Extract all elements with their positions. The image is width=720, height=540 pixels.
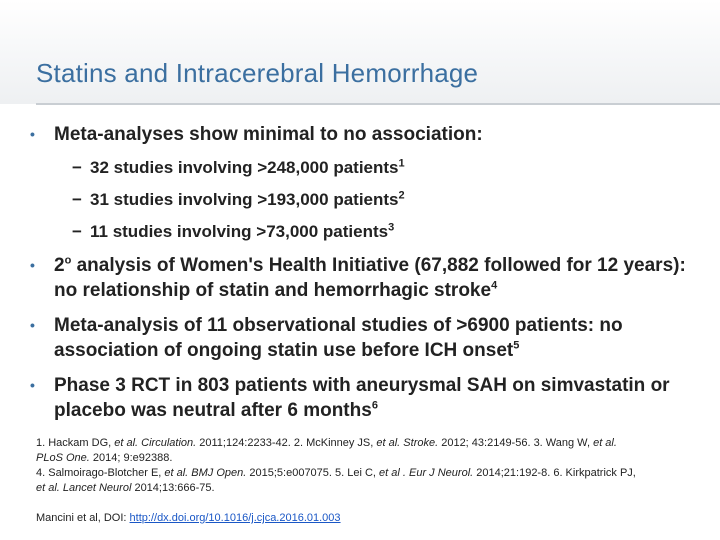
reference-number: 3 — [388, 221, 395, 234]
sub-bullet-marker: − — [72, 222, 82, 241]
sub-bullet-study-2 — [28, 189, 708, 211]
reference-number: 5 — [513, 339, 520, 352]
references — [36, 436, 696, 496]
bullet-marker: • — [30, 317, 35, 333]
sub-bullet-study-1 — [28, 157, 708, 179]
sub-bullet-text: 31 studies involving >193,000 patients — [90, 190, 399, 209]
reference-journal: PLoS One. — [36, 452, 90, 464]
sub-bullet-text: 11 studies involving >73,000 patients — [90, 222, 389, 241]
sub-bullet-study-3 — [28, 221, 708, 243]
reference-journal: et al. BMJ Open. — [164, 467, 247, 479]
bullet-observational — [28, 313, 708, 363]
reference-number: 6 — [371, 399, 378, 412]
reference-journal: et al. Stroke. — [376, 437, 439, 449]
bullet-marker: • — [30, 257, 35, 273]
sub-bullet-marker: − — [72, 158, 82, 177]
bullet-marker: • — [30, 126, 35, 142]
bullet-meta-analyses — [28, 122, 708, 147]
sub-bullet-text: 32 studies involving >248,000 patients — [90, 158, 399, 177]
bullet-text: Meta-analysis of 11 observational studies of >6900 patients: no association of ongoing statin use before ICH onset — [54, 315, 623, 361]
bullet-text: analysis of Women's Health Initiative (67,882 followed for 12 years): no relationship of statin and hemorrhagic stroke — [54, 255, 686, 301]
reference-journal: et al. Lancet Neurol — [36, 482, 132, 494]
doi-link[interactable]: http://dx.doi.org/10.1016/j.cjca.2016.01.003 — [129, 512, 341, 524]
reference-text: 2012; 43:2149-56. 3. Wang W, — [438, 437, 594, 449]
reference-text: 2014;21:192-8. 6. Kirkpatrick PJ, — [473, 467, 636, 479]
reference-text: 2011;124:2233-42. 2. McKinney JS, — [196, 437, 377, 449]
reference-text: 1. Hackam DG, — [36, 437, 115, 449]
source-citation — [36, 512, 341, 524]
slide-title: Statins and Intracerebral Hemorrhage — [36, 58, 479, 88]
bullet-text: Phase 3 RCT in 803 patients with aneurysmal SAH on simvastatin or placebo was neutral after 6 months — [54, 375, 670, 421]
reference-journal: et al. — [593, 437, 617, 449]
reference-text: 2014;13:666-75. — [131, 482, 215, 494]
reference-journal: et al. Circulation. — [114, 437, 197, 449]
bullet-marker: • — [30, 377, 35, 393]
slide-content — [28, 122, 708, 423]
reference-number: 4 — [491, 279, 498, 292]
bullet-womens-health — [28, 253, 708, 303]
citation-prefix: Mancini et al, DOI: — [36, 512, 130, 524]
bullet-prefix: 2 — [54, 255, 65, 276]
bullet-phase3-rct — [28, 373, 708, 423]
title-divider — [36, 103, 720, 105]
ordinal-marker: o — [64, 254, 72, 267]
reference-number: 1 — [398, 157, 405, 170]
sub-bullet-marker: − — [72, 190, 82, 209]
reference-journal: et al . Eur J Neurol. — [379, 467, 474, 479]
reference-text: 4. Salmoirago-Blotcher E, — [36, 467, 165, 479]
reference-text: 2014; 9:e92388. — [89, 452, 173, 464]
reference-text: 2015;5:e007075. 5. Lei C, — [246, 467, 380, 479]
reference-number: 2 — [398, 189, 405, 202]
bullet-text: Meta-analyses show minimal to no association: — [54, 124, 483, 145]
